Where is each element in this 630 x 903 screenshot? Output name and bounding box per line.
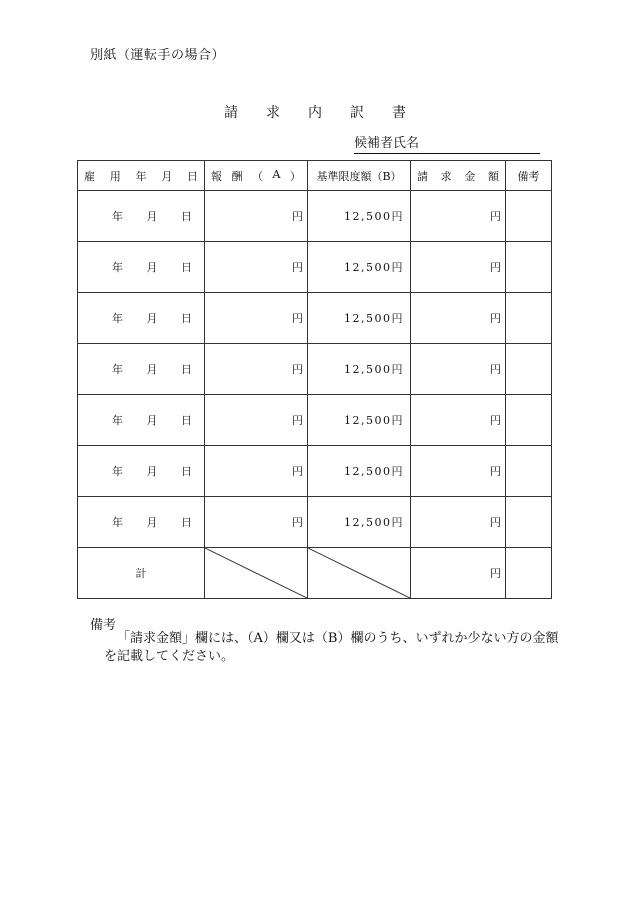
total-remarks-cell[interactable] <box>506 548 552 599</box>
header-remarks: 備考 <box>506 161 552 191</box>
remarks-cell[interactable] <box>506 344 552 395</box>
title-char: 訳 <box>350 105 364 121</box>
remarks-cell[interactable] <box>506 191 552 242</box>
day-unit: 日 <box>181 516 192 529</box>
total-claim-cell[interactable]: 円 <box>411 548 506 599</box>
day-unit: 日 <box>181 210 192 223</box>
appendix-label: 別紙（運転手の場合） <box>90 48 226 63</box>
claim-amount-cell[interactable]: 円 <box>411 191 506 242</box>
claim-amount-cell[interactable]: 円 <box>411 242 506 293</box>
base-limit-cell: 12,500円 <box>308 497 411 548</box>
month-unit: 月 <box>146 363 158 376</box>
month-unit: 月 <box>146 210 158 223</box>
claim-amount-cell[interactable]: 円 <box>411 395 506 446</box>
table-row <box>78 242 552 293</box>
month-unit: 月 <box>146 312 158 325</box>
day-unit: 日 <box>181 363 192 376</box>
claim-amount-cell[interactable]: 円 <box>411 446 506 497</box>
total-fee-crossed-cell <box>205 548 308 599</box>
header-char: 用 <box>109 169 121 183</box>
year-unit: 年 <box>112 516 123 529</box>
claim-breakdown-table <box>77 160 552 599</box>
header-employment-date <box>78 161 205 191</box>
header-claim-amount <box>411 161 506 191</box>
title-char: 書 <box>392 105 406 121</box>
claim-amount-cell[interactable]: 円 <box>411 344 506 395</box>
year-unit: 年 <box>112 465 123 478</box>
header-char: A <box>272 167 281 181</box>
base-limit-cell: 12,500円 <box>308 446 411 497</box>
base-limit-cell: 12,500円 <box>308 191 411 242</box>
fee-cell[interactable]: 円 <box>205 344 308 395</box>
header-char: 日 <box>187 169 198 183</box>
title-char: 請 <box>224 105 238 121</box>
header-char: 金 <box>464 169 476 183</box>
day-unit: 日 <box>181 312 192 325</box>
fee-cell[interactable]: 円 <box>205 242 308 293</box>
candidate-name-label: 候補者氏名 <box>354 136 420 151</box>
table-row <box>78 191 552 242</box>
table-row <box>78 497 552 548</box>
fee-cell[interactable]: 円 <box>205 497 308 548</box>
header-char: 請 <box>417 169 428 183</box>
remarks-cell[interactable] <box>506 395 552 446</box>
remarks-cell[interactable] <box>506 293 552 344</box>
year-unit: 年 <box>112 210 123 223</box>
base-limit-cell: 12,500円 <box>308 395 411 446</box>
day-unit: 日 <box>181 261 192 274</box>
header-fee <box>205 161 308 191</box>
fee-cell[interactable]: 円 <box>205 446 308 497</box>
header-char: 雇 <box>84 169 95 183</box>
claim-amount-cell[interactable]: 円 <box>411 497 506 548</box>
month-unit: 月 <box>146 261 158 274</box>
month-unit: 月 <box>146 414 158 427</box>
year-unit: 年 <box>112 363 123 376</box>
claim-amount-cell[interactable]: 円 <box>411 293 506 344</box>
fee-cell[interactable]: 円 <box>205 191 308 242</box>
year-unit: 年 <box>112 312 123 325</box>
date-cell[interactable] <box>78 497 205 548</box>
document-title <box>0 102 630 122</box>
header-char: 酬 <box>231 169 243 183</box>
header-char: 報 <box>211 169 222 183</box>
total-limit-crossed-cell <box>308 548 411 599</box>
base-limit-cell: 12,500円 <box>308 242 411 293</box>
date-cell[interactable] <box>78 446 205 497</box>
date-cell[interactable] <box>78 242 205 293</box>
remarks-cell[interactable] <box>506 497 552 548</box>
date-cell[interactable] <box>78 293 205 344</box>
header-char: 月 <box>161 169 173 183</box>
diagonal-line <box>205 548 307 598</box>
day-unit: 日 <box>181 465 192 478</box>
date-cell[interactable] <box>78 344 205 395</box>
month-unit: 月 <box>146 465 158 478</box>
header-char: 年 <box>135 169 147 183</box>
header-char: 求 <box>440 169 452 183</box>
header-char: （ <box>252 169 263 183</box>
table-row <box>78 293 552 344</box>
date-cell[interactable] <box>78 395 205 446</box>
title-char: 内 <box>308 105 322 121</box>
base-limit-cell: 12,500円 <box>308 344 411 395</box>
table-row <box>78 344 552 395</box>
remarks-cell[interactable] <box>506 242 552 293</box>
header-char: 額 <box>487 169 499 183</box>
remarks-title: 備考 <box>90 618 117 633</box>
month-unit: 月 <box>146 516 158 529</box>
day-unit: 日 <box>181 414 192 427</box>
year-unit: 年 <box>112 414 123 427</box>
title-char: 求 <box>266 105 280 121</box>
header-base-limit: 基準限度額（B） <box>308 161 411 191</box>
fee-cell[interactable]: 円 <box>205 395 308 446</box>
header-char: ） <box>289 169 301 183</box>
base-limit-cell: 12,500円 <box>308 293 411 344</box>
candidate-name-field[interactable] <box>354 136 540 154</box>
table-row <box>78 395 552 446</box>
remarks-cell[interactable] <box>506 446 552 497</box>
total-row <box>78 548 552 599</box>
table-row <box>78 446 552 497</box>
table-header-row <box>78 161 552 191</box>
date-cell[interactable] <box>78 191 205 242</box>
diagonal-line <box>308 548 410 598</box>
fee-cell[interactable]: 円 <box>205 293 308 344</box>
year-unit: 年 <box>112 261 123 274</box>
total-label: 計 <box>78 548 205 599</box>
remarks-text: 「請求金額」欄には、（A）欄又は（B）欄のうち、いずれか少ない方の金額を記載してください。 <box>104 631 559 664</box>
